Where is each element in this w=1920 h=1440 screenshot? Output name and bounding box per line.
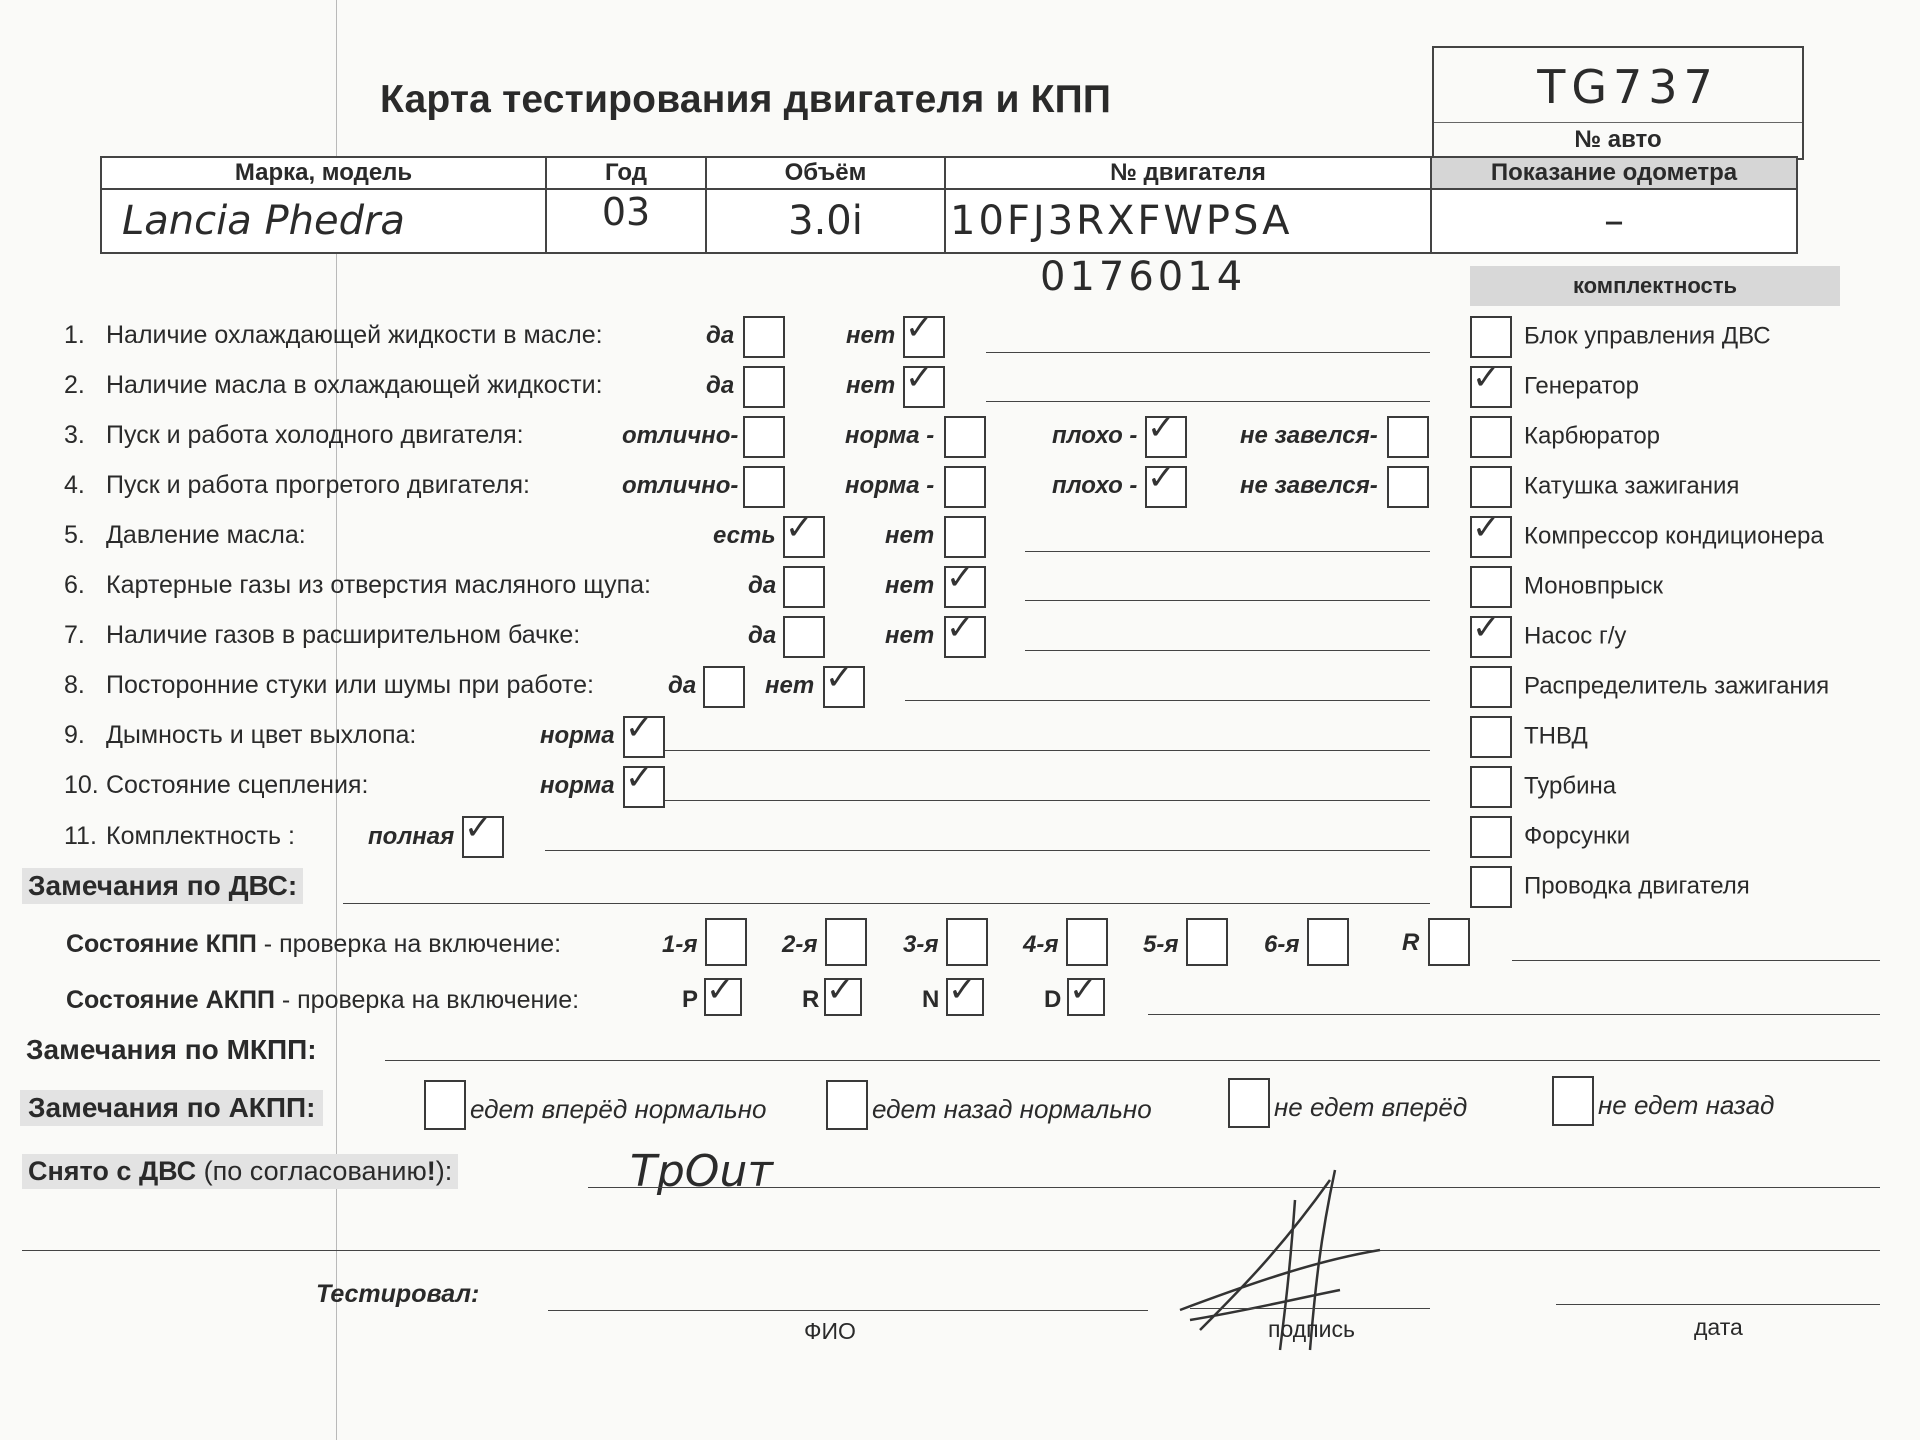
item-num: 6. xyxy=(64,571,85,599)
removed-label-end: ): xyxy=(435,1156,453,1186)
check-mark: ✓ xyxy=(948,970,977,1010)
opt-no: нет xyxy=(846,372,896,399)
completeness-label: ТНВД xyxy=(1524,722,1588,750)
notes-line xyxy=(545,850,1430,851)
checkbox-no[interactable] xyxy=(944,516,986,558)
check-mark: ✓ xyxy=(1147,458,1176,498)
checkbox-norm[interactable] xyxy=(623,758,665,808)
item-label: Состояние сцепления: xyxy=(106,771,369,799)
notes-line xyxy=(986,401,1430,402)
check-mark: ✓ xyxy=(905,358,934,398)
akpp-no-forward-label: не едет вперёд xyxy=(1274,1092,1468,1122)
gear-5-checkbox[interactable] xyxy=(1186,918,1228,966)
item-2 xyxy=(64,371,603,400)
completeness-checkbox[interactable] xyxy=(1470,816,1512,858)
opt-present: есть xyxy=(713,522,776,549)
completeness-item xyxy=(1470,608,1627,658)
checkbox-yes[interactable] xyxy=(743,366,785,408)
opt-excellent: отлично- xyxy=(622,472,739,499)
col-engine-header: № двигателя xyxy=(945,157,1431,189)
col-year-header: Год xyxy=(546,157,706,189)
completeness-checkbox[interactable] xyxy=(1470,466,1512,508)
year-value: 03 xyxy=(546,189,706,253)
checkbox-bad[interactable] xyxy=(1145,458,1187,508)
removed-value: ТрOuт xyxy=(630,1146,773,1197)
gear-4-label: 4-я xyxy=(1023,931,1059,958)
removed-label xyxy=(22,1154,458,1189)
check-mark: ✓ xyxy=(825,658,854,698)
opt-yes: да xyxy=(706,372,735,399)
akpp-d-checkbox[interactable] xyxy=(1067,970,1105,1016)
opt-full: полная xyxy=(368,823,455,850)
gear-1-label: 1-я xyxy=(662,931,698,958)
opt-normal: норма - xyxy=(845,472,935,499)
completeness-label: Карбюратор xyxy=(1524,422,1661,450)
check-mark: ✓ xyxy=(1472,608,1501,648)
notes-line xyxy=(1025,650,1430,651)
removed-line-2 xyxy=(22,1250,1880,1251)
checkbox-no[interactable] xyxy=(903,358,945,408)
col-make-header: Марка, модель xyxy=(101,157,546,189)
check-mark: ✓ xyxy=(1472,508,1501,548)
gear-1-checkbox[interactable] xyxy=(705,918,747,966)
checkbox-not-started[interactable] xyxy=(1387,466,1429,508)
completeness-checkbox[interactable] xyxy=(1470,716,1512,758)
notes-line xyxy=(665,800,1430,801)
item-label: Пуск и работа прогретого двигателя: xyxy=(106,471,530,499)
gear-3-label: 3-я xyxy=(903,931,939,958)
completeness-item xyxy=(1470,508,1824,558)
item-label: Дымность и цвет выхлопа: xyxy=(106,721,417,749)
removed-label-bold: Снято с ДВС xyxy=(28,1156,197,1186)
checkbox-normal[interactable] xyxy=(944,416,986,458)
completeness-item xyxy=(1470,766,1616,808)
check-mark: ✓ xyxy=(625,758,654,798)
completeness-label: Блок управления ДВС xyxy=(1524,322,1771,350)
completeness-item xyxy=(1470,566,1663,608)
item-label: Давление масла: xyxy=(106,521,306,549)
gear-r-label: R xyxy=(1402,929,1420,956)
opt-normal: норма - xyxy=(845,422,935,449)
opt-no: нет xyxy=(765,672,815,699)
checkbox-normal[interactable] xyxy=(944,466,986,508)
gear-6-checkbox[interactable] xyxy=(1307,918,1349,966)
completeness-checkbox[interactable] xyxy=(1470,666,1512,708)
completeness-checkbox[interactable] xyxy=(1470,866,1512,908)
gear-4-checkbox[interactable] xyxy=(1066,918,1108,966)
check-mark: ✓ xyxy=(464,808,493,848)
akpp-p-checkbox[interactable] xyxy=(704,970,742,1016)
akpp-no-forward-checkbox[interactable] xyxy=(1228,1078,1270,1128)
item-1 xyxy=(64,321,603,350)
kpp-label xyxy=(66,930,561,959)
checkbox-no[interactable] xyxy=(823,658,865,708)
akpp-notes-line xyxy=(1148,1014,1880,1015)
checkbox-no[interactable] xyxy=(944,558,986,608)
gear-2-label: 2-я xyxy=(782,931,818,958)
completeness-item xyxy=(1470,866,1750,908)
checkbox-full[interactable] xyxy=(462,808,504,858)
akpp-label-bold: Состояние АКПП xyxy=(66,986,275,1014)
notes-line xyxy=(665,750,1430,751)
item-5 xyxy=(64,521,306,550)
date-line xyxy=(1556,1304,1880,1305)
item-8 xyxy=(64,671,594,700)
notes-line xyxy=(905,700,1430,701)
remarks-akpp-label: Замечания по АКПП: xyxy=(20,1090,323,1126)
item-num: 10. xyxy=(64,771,99,799)
kpp-label-bold: Состояние КПП xyxy=(66,930,257,958)
item-num: 5. xyxy=(64,521,85,549)
check-mark: ✓ xyxy=(706,970,735,1010)
akpp-n-label: N xyxy=(922,986,940,1013)
check-mark: ✓ xyxy=(905,308,934,348)
completeness-checkbox[interactable] xyxy=(1470,416,1512,458)
check-mark: ✓ xyxy=(946,608,975,648)
item-label: Наличие охлаждающей жидкости в масле: xyxy=(106,321,603,349)
item-7 xyxy=(64,621,580,650)
vehicle-info-table xyxy=(100,156,1798,254)
completeness-item xyxy=(1470,666,1829,708)
completeness-label: Проводка двигателя xyxy=(1524,872,1750,900)
item-label: Комплектность : xyxy=(106,822,295,850)
check-mark: ✓ xyxy=(946,558,975,598)
gear-5-label: 5-я xyxy=(1143,931,1179,958)
gear-3-checkbox[interactable] xyxy=(946,918,988,966)
akpp-forward-ok-label: едет вперёд нормально xyxy=(470,1094,767,1124)
signature-line xyxy=(1190,1308,1430,1309)
item-3 xyxy=(64,421,524,450)
auto-number-label: № авто xyxy=(1574,126,1662,153)
check-mark: ✓ xyxy=(625,708,654,748)
completeness-item xyxy=(1470,416,1660,458)
item-label: Наличие масла в охлаждающей жидкости: xyxy=(106,371,603,399)
item-num: 11. xyxy=(64,822,97,850)
completeness-header: комплектность xyxy=(1470,266,1840,306)
remarks-ice-line xyxy=(343,903,1430,904)
opt-not-started: не завелся- xyxy=(1240,472,1378,499)
item-num: 9. xyxy=(64,721,85,749)
opt-yes: да xyxy=(668,672,697,699)
akpp-forward-ok-checkbox[interactable] xyxy=(424,1080,466,1130)
item-6 xyxy=(64,571,651,600)
opt-no: нет xyxy=(846,322,896,349)
engine-number-value: 10FJ3RXFWPSA xyxy=(945,189,1431,253)
akpp-d-label: D xyxy=(1044,986,1062,1013)
akpp-no-back-checkbox[interactable] xyxy=(1552,1076,1594,1126)
akpp-n-checkbox[interactable] xyxy=(946,970,984,1016)
opt-yes: да xyxy=(748,622,777,649)
checkbox-norm[interactable] xyxy=(623,708,665,758)
date-label: дата xyxy=(1694,1314,1743,1340)
checkbox-no[interactable] xyxy=(903,308,945,358)
checkbox-no[interactable] xyxy=(944,608,986,658)
item-label: Картерные газы из отверстия масляного щупа: xyxy=(106,571,651,599)
akpp-label-rest: - проверка на включение: xyxy=(274,986,580,1014)
item-10 xyxy=(64,771,368,800)
removed-label-excl: ! xyxy=(426,1156,436,1186)
checkbox-not-started[interactable] xyxy=(1387,416,1429,458)
completeness-item xyxy=(1470,358,1639,408)
checkbox-yes[interactable] xyxy=(703,666,745,708)
gear-r-checkbox[interactable] xyxy=(1428,918,1470,966)
item-num: 1. xyxy=(64,321,85,349)
kpp-notes-line xyxy=(1512,960,1880,961)
notes-line xyxy=(1025,551,1430,552)
completeness-checkbox[interactable] xyxy=(1470,358,1512,408)
opt-norm: норма xyxy=(540,722,615,749)
opt-bad: плохо - xyxy=(1052,422,1138,449)
check-mark: ✓ xyxy=(1147,408,1176,448)
akpp-back-ok-label: едет назад нормально xyxy=(872,1094,1152,1124)
opt-no: нет xyxy=(885,622,935,649)
gear-2-checkbox[interactable] xyxy=(825,918,867,966)
fio-line xyxy=(548,1310,1148,1311)
completeness-label: Генератор xyxy=(1524,372,1639,400)
akpp-label xyxy=(66,986,579,1015)
opt-not-started: не завелся- xyxy=(1240,422,1378,449)
checkbox-excellent[interactable] xyxy=(743,416,785,458)
completeness-checkbox[interactable] xyxy=(1470,766,1512,808)
check-mark: ✓ xyxy=(1069,970,1098,1010)
completeness-label: Моновпрыск xyxy=(1524,572,1664,600)
tested-by-label: Тестировал: xyxy=(316,1280,480,1308)
completeness-label: Турбина xyxy=(1524,772,1617,800)
item-label: Пуск и работа холодного двигателя: xyxy=(106,421,524,449)
completeness-label: Насос г/у xyxy=(1524,622,1627,650)
akpp-r-label: R xyxy=(802,986,820,1013)
akpp-no-back-label: не едет назад xyxy=(1598,1090,1775,1120)
auto-number-value: TG737 xyxy=(1537,60,1719,114)
checkbox-excellent[interactable] xyxy=(743,466,785,508)
page-title: Карта тестирования двигателя и КПП xyxy=(380,78,1112,121)
checkbox-yes[interactable] xyxy=(783,616,825,658)
checkbox-yes[interactable] xyxy=(783,566,825,608)
item-9 xyxy=(64,721,416,750)
signature-label: подпись xyxy=(1268,1316,1355,1342)
completeness-checkbox[interactable] xyxy=(1470,608,1512,658)
opt-no: нет xyxy=(885,522,935,549)
removed-label-normal: (по согласованию xyxy=(196,1156,427,1186)
kpp-label-rest: - проверка на включение: xyxy=(256,930,562,958)
checkbox-yes[interactable] xyxy=(743,316,785,358)
notes-line xyxy=(986,352,1430,353)
opt-norm: норма xyxy=(540,772,615,799)
notes-line xyxy=(1025,600,1430,601)
item-num: 7. xyxy=(64,621,85,649)
item-num: 8. xyxy=(64,671,85,699)
remarks-mkpp-label: Замечания по МКПП: xyxy=(26,1034,317,1065)
auto-box-divider xyxy=(1434,122,1802,123)
completeness-item xyxy=(1470,316,1771,358)
check-mark: ✓ xyxy=(826,970,855,1010)
col-volume-header: Объём xyxy=(706,157,945,189)
completeness-label: Распределитель зажигания xyxy=(1524,672,1830,700)
remarks-mkpp-line xyxy=(385,1060,1880,1061)
odometer-header: Показание одометра xyxy=(1431,157,1797,189)
item-4 xyxy=(64,471,530,500)
akpp-p-label: P xyxy=(682,986,699,1013)
auto-number-box xyxy=(1432,46,1804,160)
item-11 xyxy=(64,822,295,851)
completeness-item xyxy=(1470,716,1588,758)
make-value: Lancia Phedra xyxy=(101,189,546,253)
akpp-back-ok-checkbox[interactable] xyxy=(826,1080,868,1130)
opt-bad: плохо - xyxy=(1052,472,1138,499)
gear-6-label: 6-я xyxy=(1264,931,1300,958)
item-num: 3. xyxy=(64,421,85,449)
odometer-value: – xyxy=(1431,189,1797,253)
completeness-item xyxy=(1470,466,1739,508)
engine-number-value-2: 0176014 xyxy=(1040,254,1247,300)
opt-yes: да xyxy=(748,572,777,599)
completeness-checkbox[interactable] xyxy=(1470,316,1512,358)
volume-value: 3.0i xyxy=(706,189,945,253)
item-num: 4. xyxy=(64,471,85,499)
opt-no: нет xyxy=(885,572,935,599)
completeness-checkbox[interactable] xyxy=(1470,566,1512,608)
remarks-ice-label: Замечания по ДВС: xyxy=(22,868,303,904)
opt-excellent: отлично- xyxy=(622,422,739,449)
item-num: 2. xyxy=(64,371,85,399)
completeness-checkbox[interactable] xyxy=(1470,508,1512,558)
completeness-label: Компрессор кондиционера xyxy=(1524,522,1824,550)
item-label: Наличие газов в расширительном бачке: xyxy=(106,621,581,649)
completeness-label: Катушка зажигания xyxy=(1524,472,1740,500)
akpp-r-checkbox[interactable] xyxy=(824,970,862,1016)
completeness-label: Форсунки xyxy=(1524,822,1631,850)
checkbox-bad[interactable] xyxy=(1145,408,1187,458)
check-mark: ✓ xyxy=(785,508,814,548)
completeness-item xyxy=(1470,816,1630,858)
fio-label: ФИО xyxy=(804,1318,856,1344)
checkbox-present[interactable] xyxy=(783,508,825,558)
opt-yes: да xyxy=(706,322,735,349)
check-mark: ✓ xyxy=(1472,358,1501,398)
item-label: Посторонние стуки или шумы при работе: xyxy=(106,671,594,699)
